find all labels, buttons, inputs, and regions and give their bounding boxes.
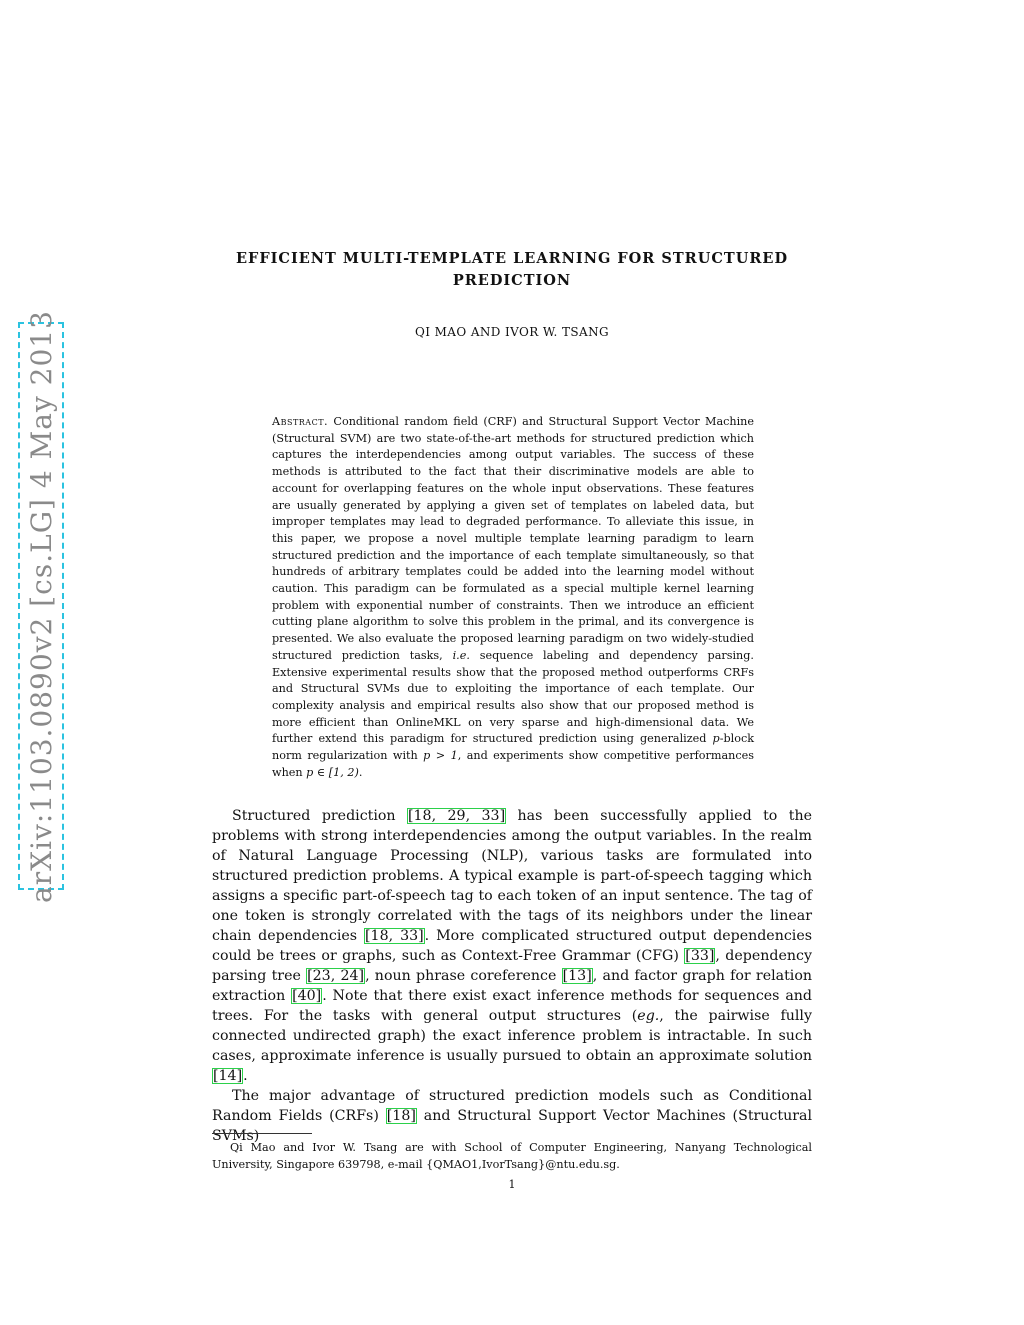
paragraph [212,1086,812,1146]
abstract-text: . [358,765,363,779]
citation-link[interactable]: [13] [562,968,592,984]
citation-link[interactable]: [18, 29, 33] [408,808,506,824]
footnote-line: Qi Mao and Ivor W. Tsang are with School of Computer Engineering, Nanyang Technological [230,1141,812,1154]
citation-link[interactable]: [40] [292,988,322,1004]
arxiv-stamp [18,309,64,903]
paper-title: EFFICIENT MULTI-TEMPLATE LEARNING FOR STRUCTURED PREDICTION [235,250,789,289]
abstract-text: sequence labeling and dependency parsing. Extensive experimental results show that the proposed method outperforms CRFs and Structural SVMs due to exploiting the importance of each template. Our complexity analysis and empirical results also show that our proposed method is more efficient than OnlineMKL on very sparse and high-dimensional data. We further extend this paradigm for structured prediction using generalized [272,648,754,746]
paragraph-text: has been successfully applied to the problems with strong interdependencies among the output variables. In the realm of Natural Language Processing (NLP), various tasks are formulated into structured prediction problems. A typical example is part-of-speech tagging which assigns a specific part-of-speech tag to each token of an input sentence. The tag of one token is strongly correlated with the tags of its neighbors under the linear chain dependencies [212,808,812,944]
paragraph-text: , noun phrase coreference [365,968,557,984]
paper-authors: QI MAO AND IVOR W. TSANG [415,325,609,339]
abstract-text: , and experiments show competitive performances when [272,749,755,779]
paragraph-text: , and factor graph for relation extraction [212,968,812,1004]
abstract-text: Conditional random field (CRF) and Structural Support Vector Machine (Structural SVM) are two state-of-the-art methods for structured prediction which captures the interdependencies among output variables. The success of these methods is attributed to the fact that their discriminative models are able to account for overlapping features on the whole input observations. These features are usually generated by applying a given set of templates on labeled data, but improper templates may lead to degraded performance. To alleviate this issue, in this paper, we propose a novel multiple template learning paradigm to learn structured prediction and the importance of each template simultaneously, so that hundreds of arbitrary templates could be added into the learning model without caution. This paradigm can be formulated as a special multiple kernel learning problem with exponential number of constraints. Then we introduce an efficient cutting plane algorithm to solve this problem in the primal, and its convergence is presented. We also evaluate the proposed learning paradigm on two widely-studied structured prediction tasks, [272,415,754,662]
abstract-math: p > 1 [423,749,458,763]
citation-link[interactable]: [23, 24] [307,968,365,984]
footnote-line: University, Singapore 639798, e-mail {QMAO1,IvorTsang}@ntu.edu.sg. [212,1157,620,1171]
citation-link[interactable]: [18] [386,1108,416,1124]
paragraph-emphasis: eg. [637,1008,660,1024]
abstract-math: p [712,732,720,746]
citation-link[interactable]: [14] [213,1068,243,1084]
paragraph-text: . More complicated structured output dependencies could be trees or graphs, such as Context-Free Grammar (CFG) [212,928,813,964]
paragraph-text: and Structural Support Vector Machines (Structural SVMs) [212,1108,812,1144]
page-number: 1 [508,1178,516,1191]
citation-link[interactable]: [18, 33] [365,928,424,944]
paragraph [212,806,812,1086]
paragraph-text: . Note that there exist exact inference methods for sequences and trees. For the tasks with general output structures ( [212,988,812,1024]
abstract-math: p ∈ [1, 2) [306,765,359,779]
abstract-text: -block norm regularization with [272,732,755,763]
abstract-label: Abstract. [272,415,329,428]
paragraph-text: The major advantage of structured prediction models such as Conditional Random Fields (CRFs) [212,1088,812,1124]
paragraph-text: , dependency parsing tree [212,948,812,984]
paragraph-text: , the pairwise fully connected undirected graph) the exact inference problem is intractable. In such cases, approximate inference is usually pursued to obtain an approximate solution [212,1008,812,1064]
footnote [212,1140,812,1173]
abstract [272,414,754,781]
footnote-divider [212,1133,312,1134]
paragraph-text: . [243,1068,248,1084]
arxiv-stamp-text: arXiv:1103.0890v2 [cs.LG] 4 May 2013 [24,309,58,903]
body-text [212,806,812,1146]
citation-link[interactable]: [33] [685,948,715,964]
paragraph-text: Structured prediction [232,808,396,824]
abstract-ie: i.e. [452,648,470,662]
